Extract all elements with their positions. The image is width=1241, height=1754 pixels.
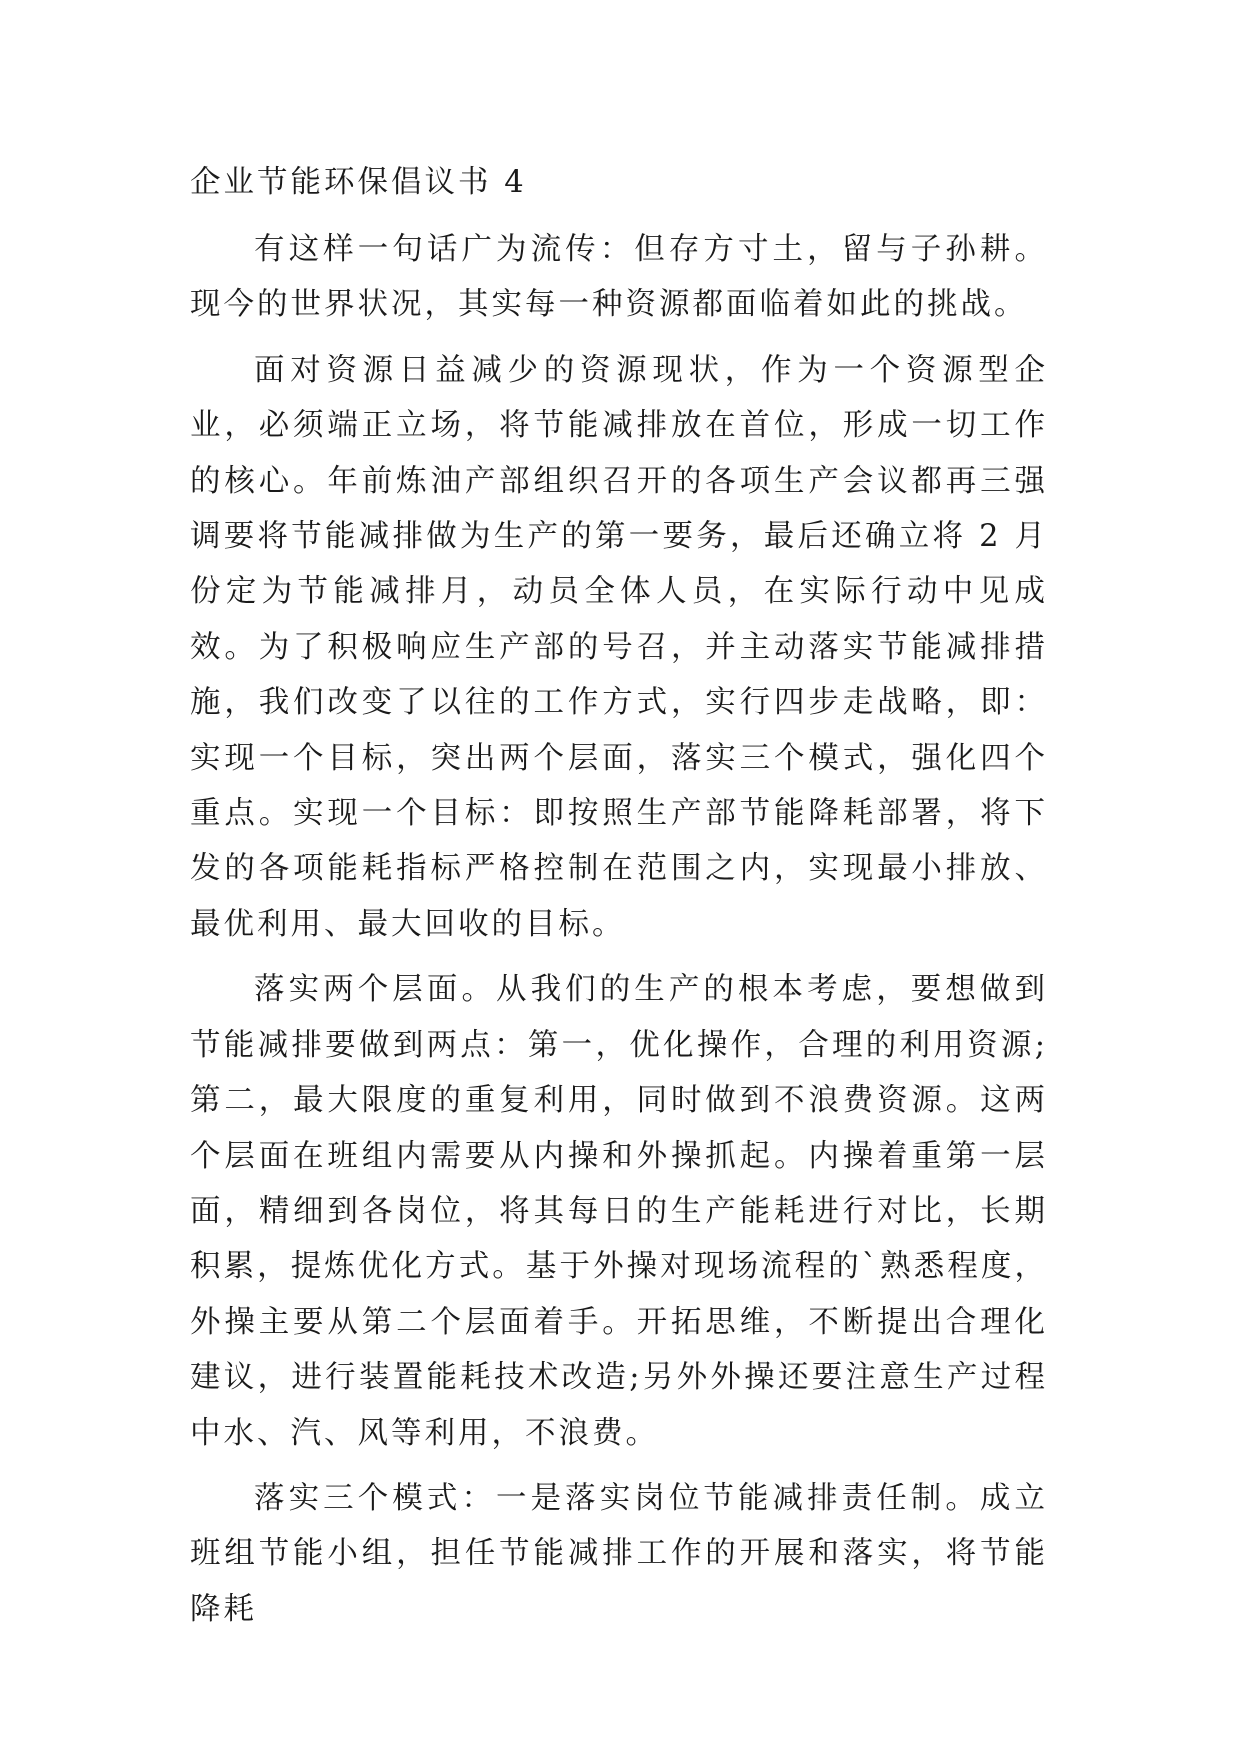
document-body	[190, 158, 1048, 1637]
paragraph-intro: 有这样一句话广为流传：但存方寸土，留与子孙耕。现今的世界状况，其实每一种资源都面临着如此的挑战。	[190, 232, 1048, 323]
paragraph-resource-situation: 面对资源日益减少的资源现状，作为一个资源型企业，必须端正立场，将节能减排放在首位，形成一切工作的核心。年前炼油产部组织召开的各项生产会议都再三强调要将节能减排做为生产的第一要务，最后还确立将 2 月份定为节能减排月，动员全体人员，在实际行动中见成效。为了积极响应生产部的号召，并主动落实节能减排措施，我们改变了以往的工作方式，实行四步走战略，即：实现一个目标，突出两个层面，落实三个模式，强化四个重点。实现一个目标：即按照生产部节能降耗部署，将下发的各项能耗指标严格控制在范围之内，实现最小排放、最优利用、最大回收的目标。	[190, 352, 1048, 942]
document-title: 企业节能环保倡议书 4	[190, 165, 527, 200]
paragraph-three-modes: 落实三个模式：一是落实岗位节能减排责任制。成立班组节能小组，担任节能减排工作的开展和落实，将节能降耗	[190, 1480, 1048, 1627]
paragraph-two-levels: 落实两个层面。从我们的生产的根本考虑，要想做到节能减排要做到两点：第一，优化操作，合理的利用资源;第二，最大限度的重复利用，同时做到不浪费资源。这两个层面在班组内需要从内操和外操抓起。内操着重第一层面，精细到各岗位，将其每日的生产能耗进行对比，长期积累，提炼优化方式。基于外操对现场流程的`熟悉程度，外操主要从第二个层面着手。开拓思维，不断提出合理化建议，进行装置能耗技术改造;另外外操还要注意生产过程中水、汽、风等利用，不浪费。	[190, 972, 1048, 1451]
